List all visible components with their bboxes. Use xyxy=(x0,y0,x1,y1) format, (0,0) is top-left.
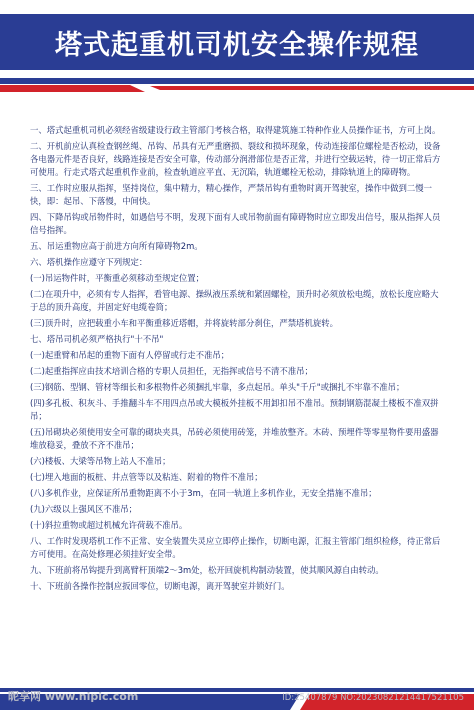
paragraph: 五、吊运重物应高于前进方向所有障碍物2m。 xyxy=(30,241,203,251)
regulations-body xyxy=(30,124,446,596)
paragraph: 二、开机前应认真检查钢丝绳、吊钩、吊具有无严重磨损、裂纹和损坏现象，传动连接部位螺栓是否松动，设备各电器元件是否良好，线路连接是否安全可靠，传动部分润滑部位是否正常，并进行空载运转，待一切正常后方可使用。行走式塔式起重机作业前，检查轨道应平直、无沉陷，轨道螺栓无松动，排除轨道上的障碍物。 xyxy=(30,141,441,177)
paragraph: 一、塔式起重机司机必须经省级建设行政主管部门考核合格，取得建筑施工特种作业人员操作证书，方可上岗。 xyxy=(30,125,441,135)
paragraph: 六、塔机操作应遵守下列规定： xyxy=(30,257,148,267)
paragraph: (八)多机作业，应保证所吊重物距离不小于3m，在同一轨道上多机作业，无安全措施不准吊； xyxy=(30,488,377,498)
paragraph: (六)楼板、大梁等吊物上站人不准吊； xyxy=(30,456,171,466)
paragraph: (三)顶升时，应把载重小车和平衡重移近塔帽，并将旋转部分刹住，严禁塔机旋转。 xyxy=(30,318,339,328)
red-stripe xyxy=(0,78,474,92)
paragraph: (五)吊砌块必须使用安全可靠的砌块夹具，吊砖必须使用砖笼，并堆放整齐。木砖、预埋件等零星物件要用盛器堆放稳妥，叠放不齐不准吊； xyxy=(30,427,439,450)
paragraph: (三)钢筋、型钢、管材等细长和多根物件必须捆扎牢靠，多点起吊。单头"千斤"或捆扎不牢靠不准吊； xyxy=(30,382,405,392)
watermark-logo: 昵享网 www.nipic.com xyxy=(8,690,139,703)
header-banner xyxy=(0,0,474,96)
paragraph: (十)斜拉重物或超过机械允许荷载不准吊。 xyxy=(30,520,188,530)
paragraph: (九)六级以上强风区不准吊； xyxy=(30,504,138,514)
paragraph: 八、工作时发现塔机工作不正常、安全装置失灵应立即停止操作，切断电源，汇报主管部门组织检修，待正常后方可使用。在高处修理必须挂好安全带。 xyxy=(30,536,441,559)
paragraph: (七)埋入地面的板桩、井点管等以及粘连、附着的物件不准吊； xyxy=(30,472,263,482)
paragraph: 三、工作时应服从指挥，坚持岗位，集中精力，精心操作，严禁吊钩有重物时离开驾驶室，操作中做到二慢一快，即：起吊、下落慢，中间快。 xyxy=(30,183,432,206)
paragraph: 十、下班前各操作控制应扳回零位，切断电源，离开驾驶室并锁好门。 xyxy=(30,581,290,591)
paragraph: (四)多孔板、积灰斗、手推翻斗车不用四点吊或大模板外挂板不用卸扣吊不准吊。预制钢筋混凝土楼板不准双拼吊； xyxy=(30,398,439,421)
paragraph: 七、塔吊司机必须严格执行"十不吊" xyxy=(30,334,164,344)
page-title: 塔式起重机司机安全操作规程 xyxy=(55,29,419,61)
watermark-id: ID:25407879 NO:20230821214417521105 xyxy=(282,693,464,703)
paragraph: (一)起重臂和吊起的重物下面有人停留或行走不准吊； xyxy=(30,350,230,360)
paragraph: (一)吊运物件时，平衡重必须移动至规定位置； xyxy=(30,273,205,283)
paragraph: 四、下降吊钩或吊物件时，如遇信号不明，发现下面有人或吊物前面有障碍物时应立即发出信号，服从指挥人员信号指挥。 xyxy=(30,212,441,235)
paragraph: (二)起重指挥应由技术培训合格的专职人员担任，无指挥或信号不清不准吊； xyxy=(30,366,313,376)
paragraph: 九、下班前将吊钩提升到离臂杆顶端2～3m处，松开回旋机构制动装置，使其顺风源自由转动。 xyxy=(30,565,384,575)
paragraph: (二)在项升中，必须有专人指挥，看管电源、操纵液压系统和紧固螺栓，顶升时必须放松电缆，放松长度应略大于总的顶升高度，并固定好电缆卷筒； xyxy=(30,289,439,312)
